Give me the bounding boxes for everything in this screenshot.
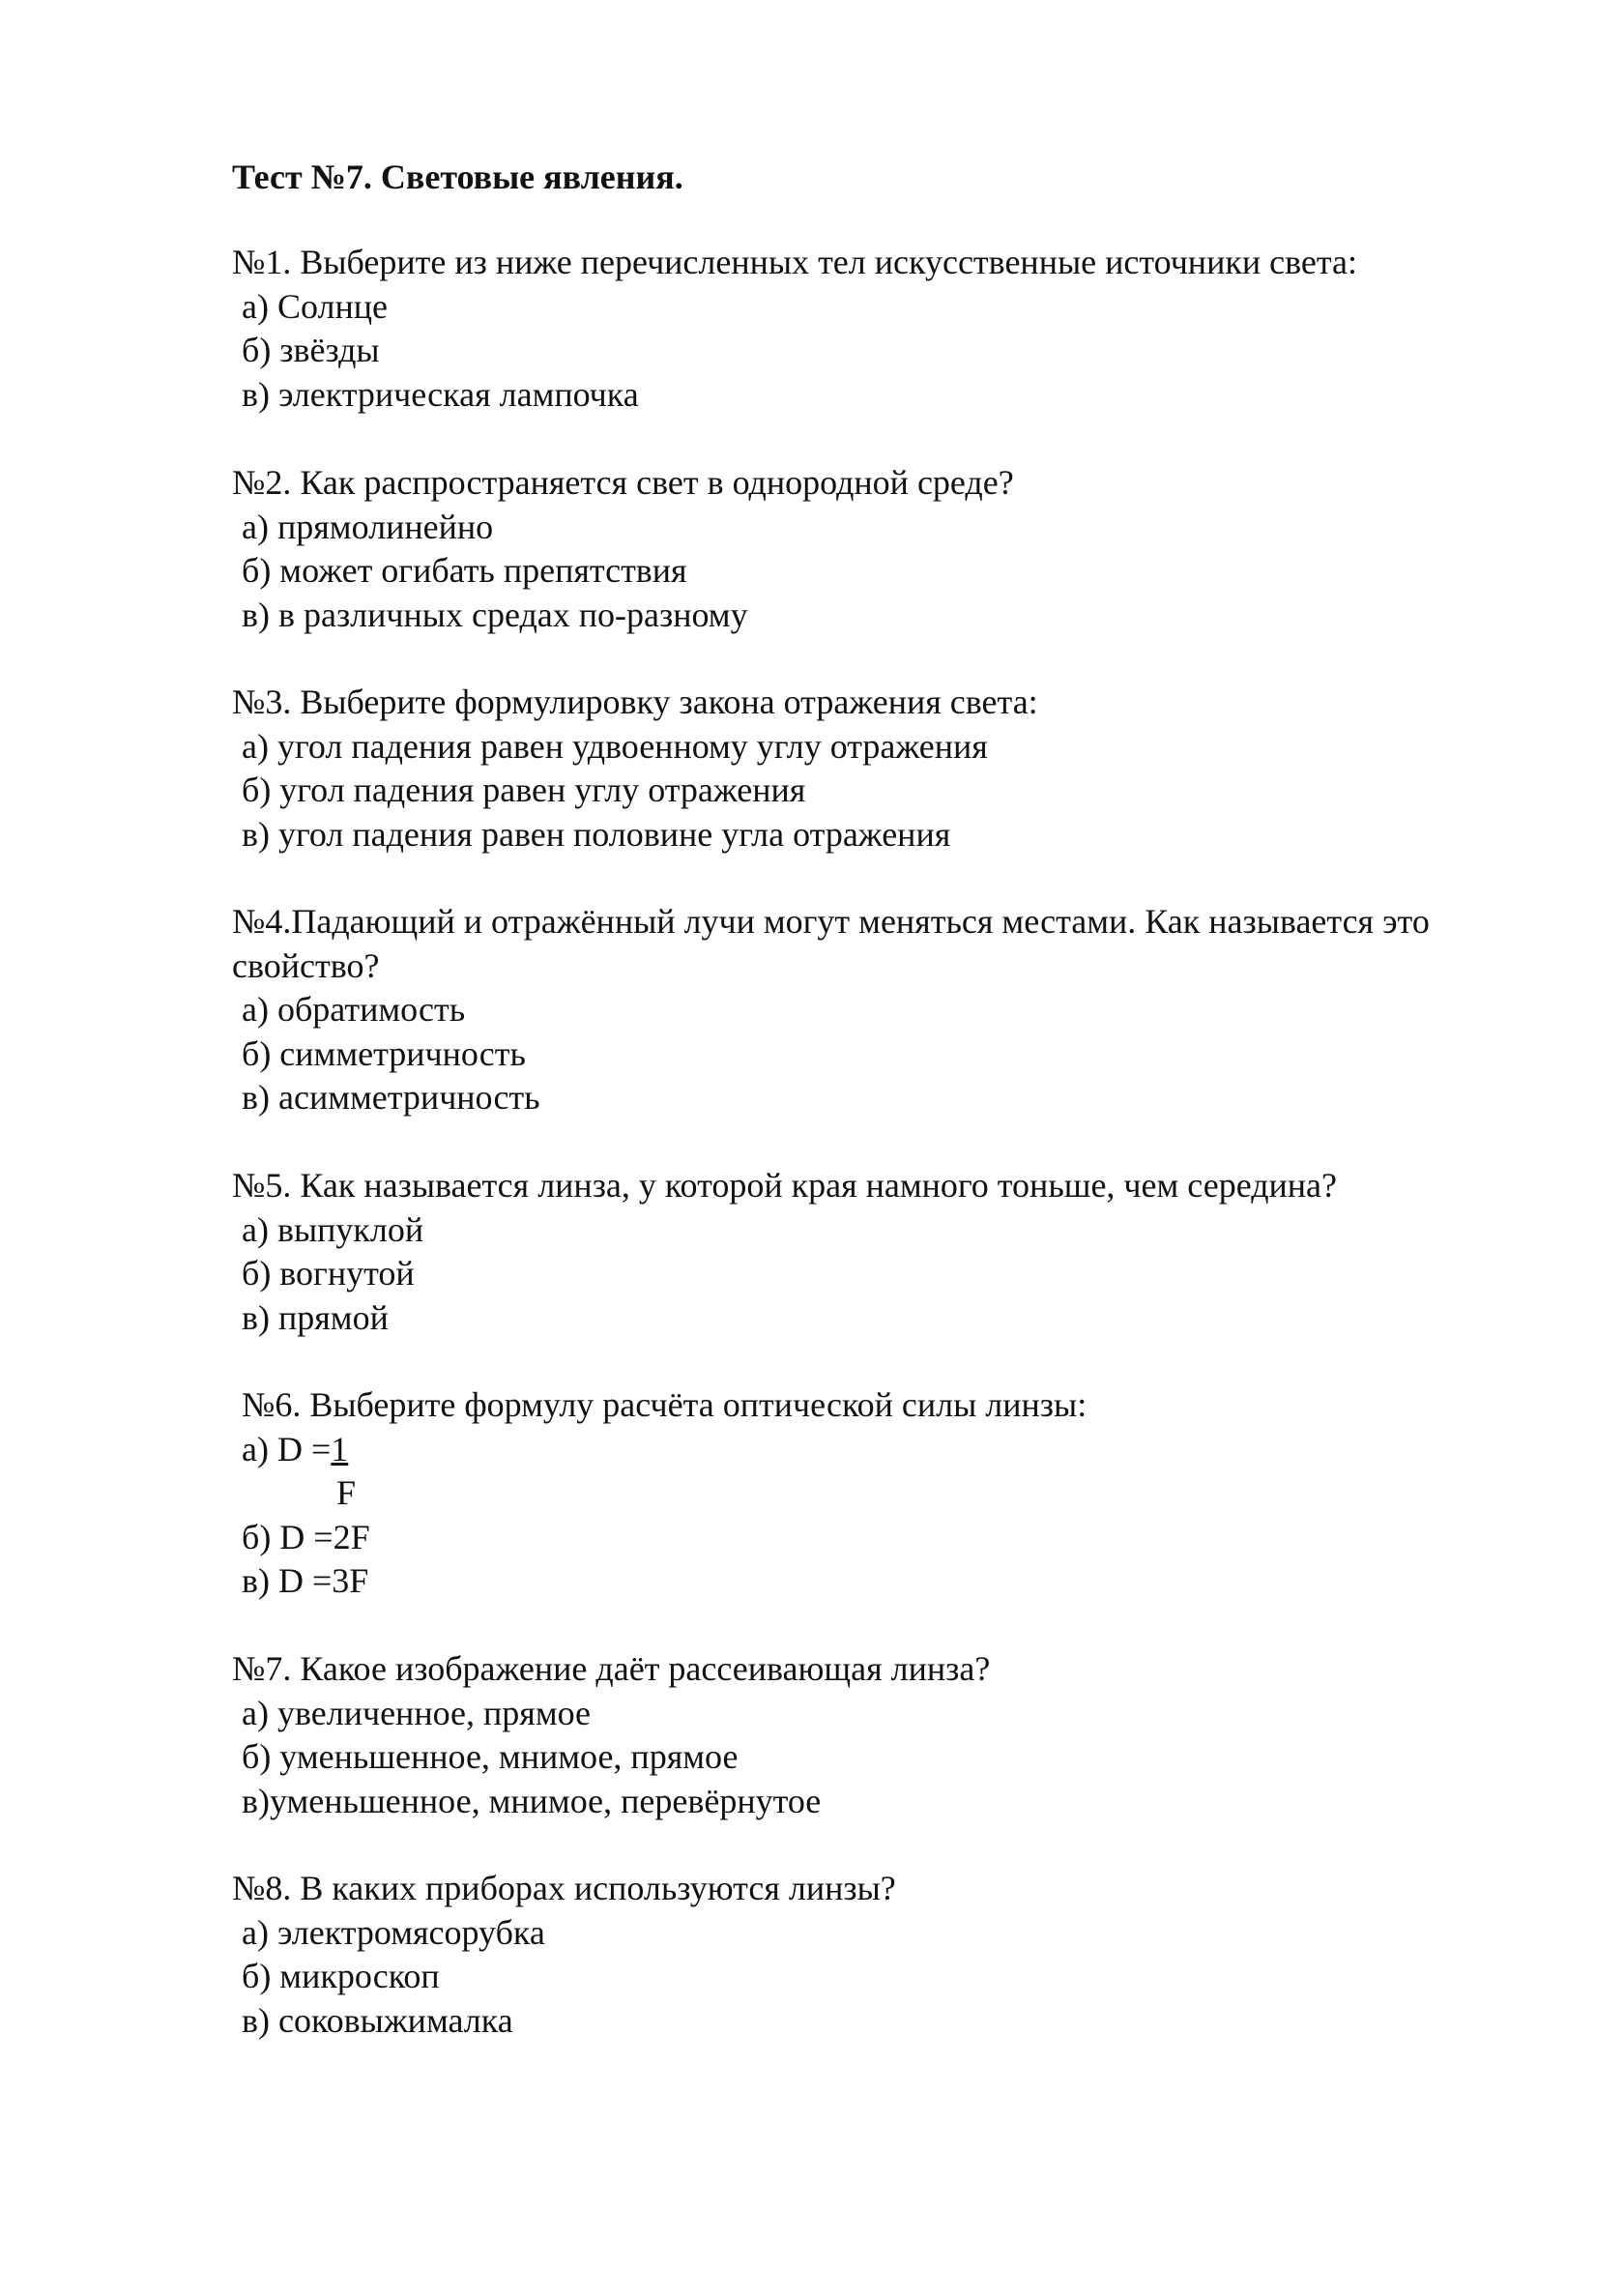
answer-option-a: а) Солнце [242, 286, 388, 326]
question-4 [232, 900, 1508, 1120]
answer-option-b: б) звёзды [242, 331, 380, 369]
answer-option-a: а) угол падения равен удвоенному углу отражения [242, 726, 988, 766]
formula-prefix: а) D = [242, 1429, 332, 1468]
question-text: №1. Выберите из ниже перечисленных тел искусственные источники света: [232, 243, 1357, 281]
question-6 [232, 1383, 1508, 1604]
question-1 [232, 241, 1508, 417]
answer-option-b: б) угол падения равен углу отражения [242, 770, 806, 809]
question-text: №5. Как называется линза, у которой края намного тоньше, чем середина? [232, 1166, 1337, 1205]
answer-option-c: в)уменьшенное, мнимое, перевёрнутое [242, 1781, 822, 1820]
question-7 [232, 1647, 1508, 1823]
question-8 [232, 1867, 1508, 2043]
answer-option-c: в) D =3F [242, 1561, 369, 1600]
question-text: №2. Как распространяется свет в однородной среде? [232, 463, 1014, 502]
question-2 [232, 461, 1508, 637]
answer-option-c: в) прямой [242, 1297, 389, 1337]
answer-option-a: а) выпуклой [242, 1209, 424, 1249]
answer-option-c: в) соковыжималка [242, 2000, 513, 2040]
question-text: №6. Выберите формулу расчёта оптической силы линзы: [242, 1385, 1088, 1424]
question-text: №4.Падающий и отражённый лучи могут меняться местами. Как называется это свойство? [232, 902, 1430, 985]
answer-option-b: б) симметричность [242, 1033, 526, 1073]
answer-option-a: а) прямолинейно [242, 507, 494, 546]
answer-option-a: а) электромясорубка [242, 1912, 545, 1952]
question-5 [232, 1164, 1508, 1340]
answer-option-c: в) асимметричность [242, 1078, 540, 1117]
answer-option-a [232, 1428, 1508, 1472]
answer-option-a: а) увеличенное, прямое [242, 1693, 592, 1732]
answer-option-b: б) D =2F [242, 1517, 370, 1556]
answer-option-b: б) вогнутой [242, 1254, 415, 1293]
test-title: Тест №7. Световые явления. [232, 158, 683, 196]
question-text: №3. Выберите формулировку закона отражения света: [232, 683, 1038, 721]
answer-option-c: в) угол падения равен половине угла отражения [242, 814, 951, 854]
answer-option-c: в) в различных средах по-разному [242, 595, 748, 634]
question-3 [232, 681, 1508, 857]
answer-option-b: б) микроскоп [242, 1957, 440, 1995]
question-text: №8. В каких приборах используются линзы? [232, 1869, 896, 1907]
answer-option-b: б) может огибать препятствия [242, 551, 687, 590]
answer-option-a: а) обратимость [242, 990, 466, 1029]
answer-option-b: б) уменьшенное, мнимое, прямое [242, 1737, 739, 1776]
fraction-denominator: F [336, 1473, 357, 1512]
question-text: №7. Какое изображение даёт рассеивающая линза? [232, 1649, 991, 1688]
answer-option-c: в) электрическая лампочка [242, 374, 639, 414]
fraction-numerator: 1 [331, 1429, 349, 1468]
